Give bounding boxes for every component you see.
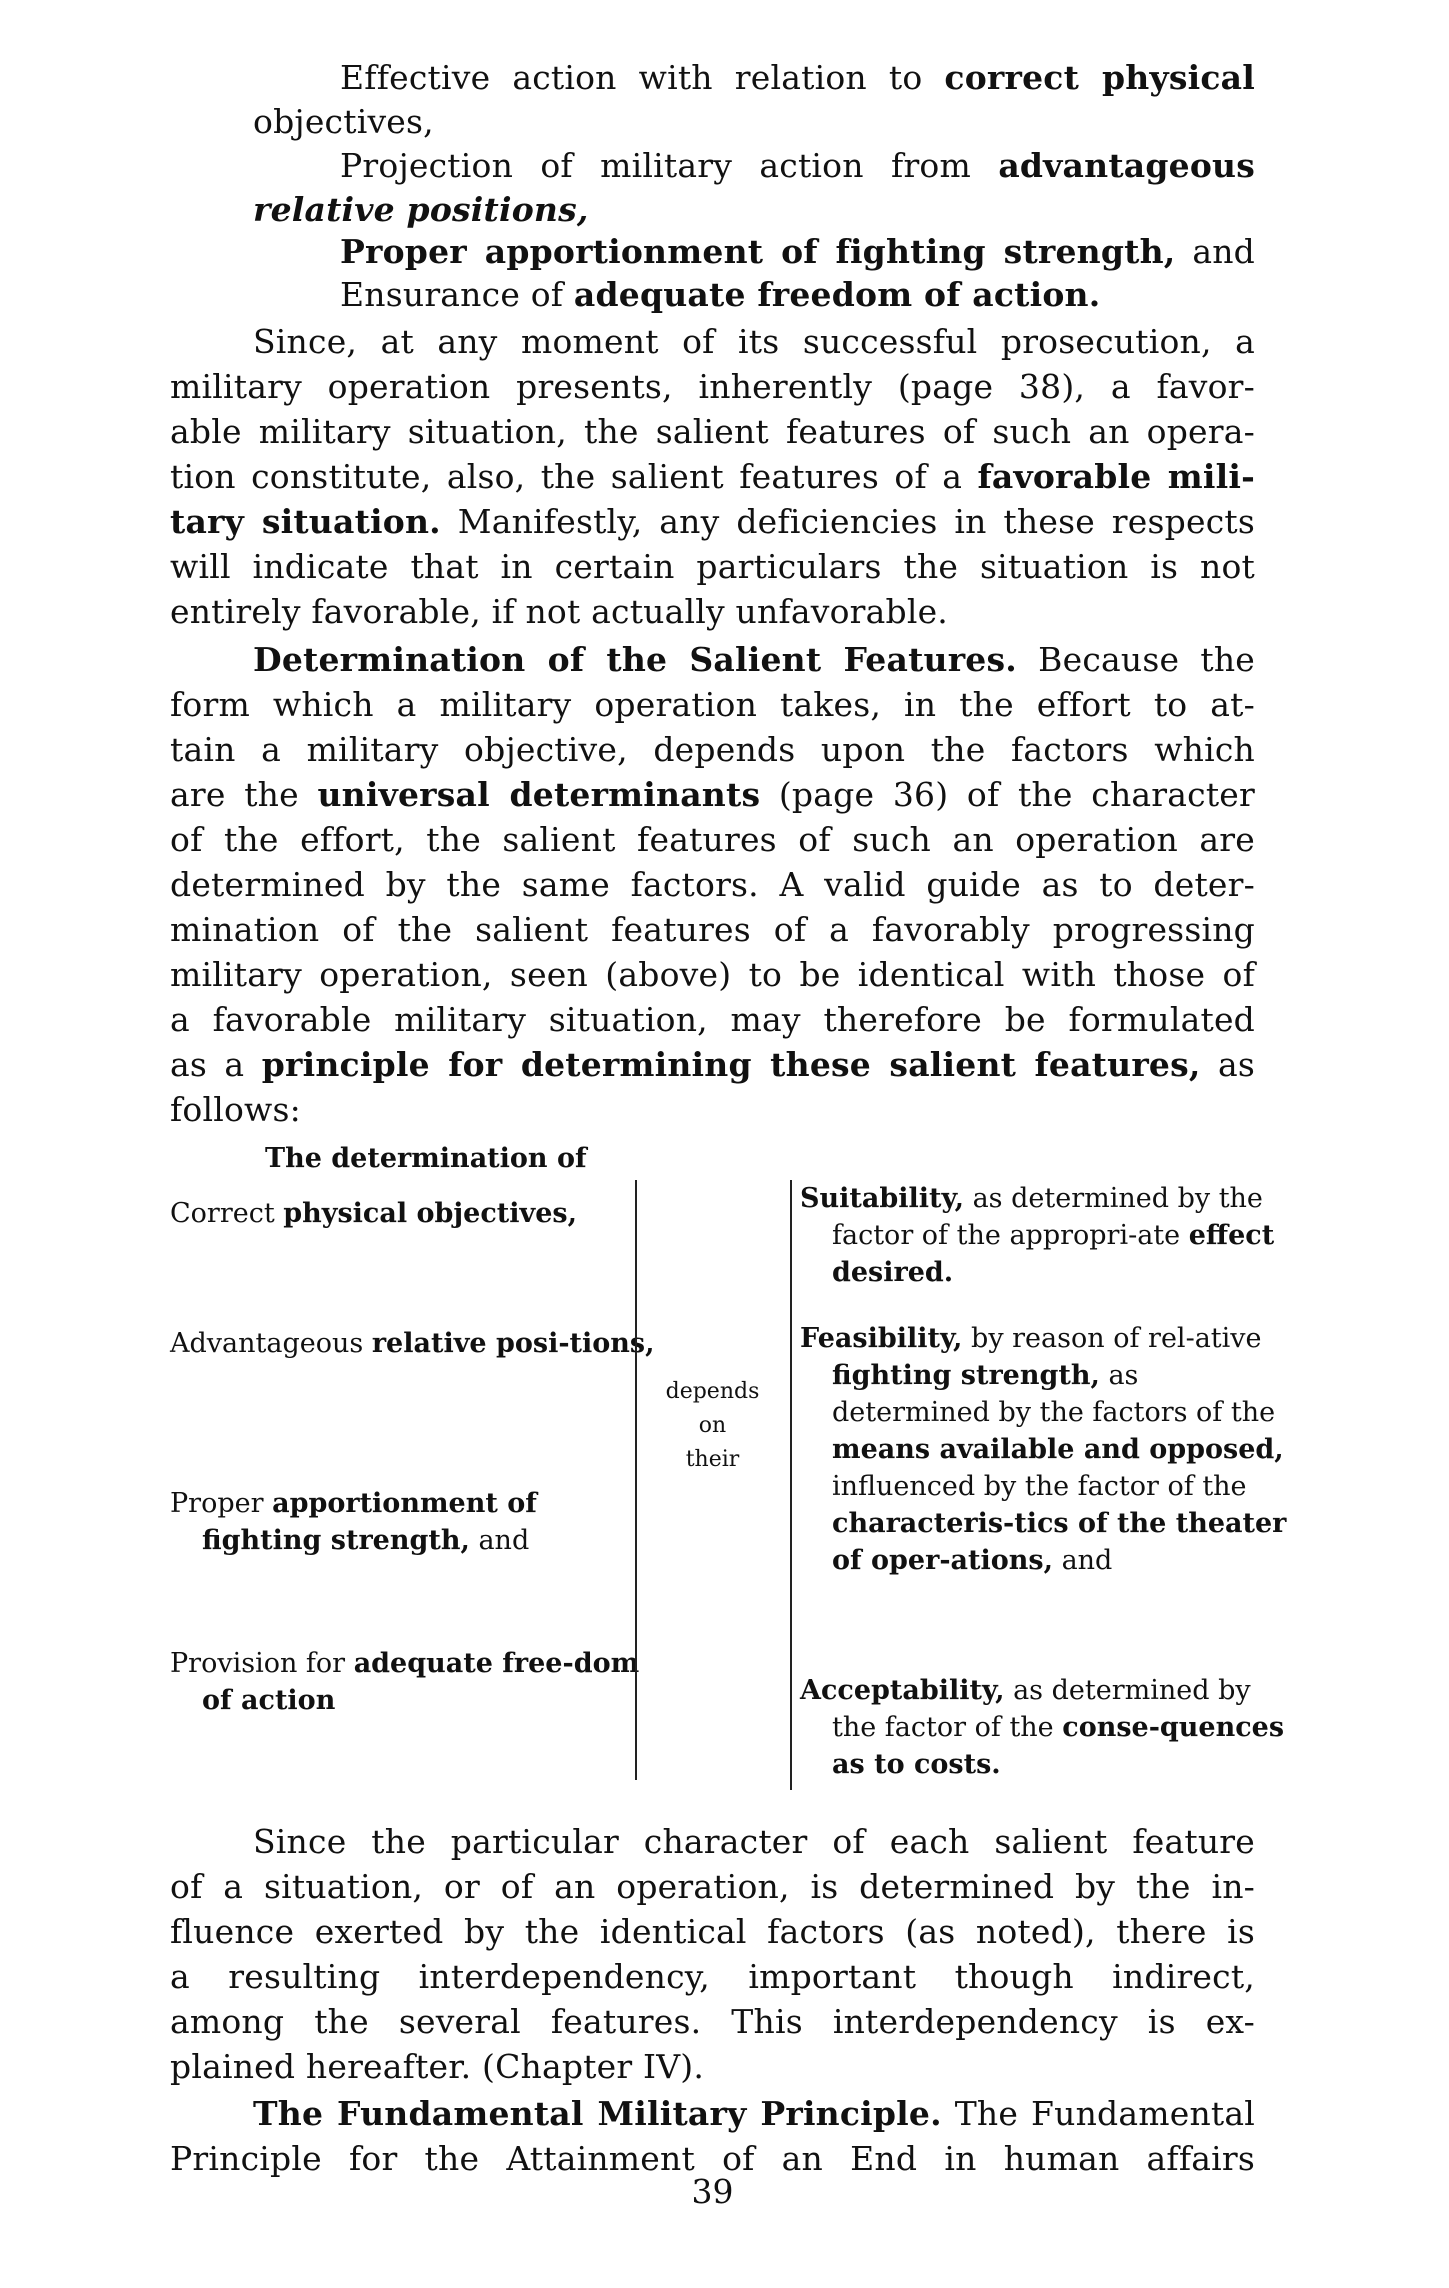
text: Projection of military action from	[340, 146, 999, 185]
bold-term: means available and opposed,	[832, 1434, 1284, 1465]
bold-term: adequate freedom of action.	[573, 275, 1101, 314]
para3-line: Since the particular character of each salient feature	[253, 1822, 1255, 1861]
text: are the	[170, 775, 318, 814]
diagram-header: The determination of	[265, 1143, 587, 1174]
para1-line: will indicate that in certain particulars the situation is not	[170, 547, 1255, 586]
text: as determined by the factor of the	[832, 1675, 1251, 1743]
diagram-left-item	[170, 1485, 662, 1559]
para2-line	[253, 638, 1255, 682]
bold-term: effect desired.	[832, 1220, 1275, 1288]
bold-term: Feasibility,	[800, 1323, 963, 1354]
bold-term: tary situation.	[170, 502, 441, 541]
para1-line: Since, at any moment of its successful prosecution, a	[253, 322, 1255, 361]
bold-term: Suitability,	[800, 1183, 964, 1214]
diagram-right-item	[800, 1320, 1287, 1579]
para3-line: among the several features. This interdependency is ex-	[170, 2002, 1255, 2041]
connector-word: depends	[665, 1379, 760, 1404]
bold-term: universal determinants	[317, 775, 761, 814]
list-item-4	[340, 273, 1255, 317]
text: Correct	[170, 1198, 284, 1229]
para2-line: form which a military operation takes, in the effort to at-	[170, 685, 1255, 724]
para2-line: tain a military objective, depends upon the factors which	[170, 730, 1255, 769]
text: Because the	[1016, 640, 1256, 679]
text: and	[1175, 232, 1255, 271]
text: Advantageous	[170, 1328, 372, 1359]
para2-line: military operation, seen (above) to be identical with those of	[170, 955, 1255, 994]
para2-line: of the effort, the salient features of such an operation are	[170, 820, 1255, 859]
text: by reason of rel-ative	[962, 1323, 1262, 1354]
text: influenced by the factor of the	[832, 1471, 1247, 1502]
bold-term: advantageous	[998, 146, 1255, 185]
right-brace-icon	[635, 1180, 637, 1780]
page-number: 39	[691, 2172, 734, 2211]
text: and	[469, 1525, 530, 1556]
para2-line: mination of the salient features of a favorably progressing	[170, 910, 1255, 949]
para2-line: follows:	[170, 1090, 301, 1129]
text: (page 36) of the character	[760, 775, 1255, 814]
bold-term: Proper apportionment of fighting strength,	[340, 232, 1176, 271]
bold-term: fighting strength,	[832, 1360, 1100, 1391]
para3-line: a resulting interdependency, important though indirect,	[170, 1957, 1255, 1996]
principle-diagram	[170, 1140, 1287, 1780]
bold-term: physical objectives,	[283, 1198, 577, 1229]
text: Manifestly, any deficiencies in these respects	[440, 502, 1255, 541]
text: as a	[170, 1045, 262, 1084]
diagram-left-item	[170, 1325, 662, 1362]
para1-line: entirely favorable, if not actually unfavorable.	[170, 592, 948, 631]
connector-word: their	[685, 1447, 740, 1472]
bold-term: characteris-tics of the theater of oper-ations,	[832, 1508, 1287, 1576]
text: as determined by the factor of the appropri-ate	[832, 1183, 1263, 1251]
para2-line	[170, 773, 1255, 817]
list-item-1-cont: objectives,	[253, 102, 434, 141]
text: The Fundamental	[941, 2094, 1255, 2133]
diagram-left-item	[170, 1195, 630, 1232]
connector-word: on	[698, 1413, 727, 1438]
para4-line: Principle for the Attainment of an End in human affairs	[170, 2139, 1255, 2178]
list-item-2-cont	[253, 188, 1255, 232]
diagram-right-item	[800, 1180, 1287, 1291]
text: and	[1052, 1545, 1113, 1576]
para1-line	[170, 455, 1255, 499]
left-brace-icon	[790, 1180, 792, 1790]
para2-line	[170, 1043, 1255, 1087]
text: as determined by the factors of the	[832, 1360, 1276, 1428]
list-item-1	[340, 56, 1255, 100]
para3-line: fluence exerted by the identical factors (as noted), there is	[170, 1912, 1255, 1951]
text: Effective action with relation to	[340, 58, 945, 97]
bold-term: Acceptability,	[800, 1675, 1005, 1706]
bold-term: principle for determining these salient features,	[261, 1045, 1201, 1084]
para2-line: determined by the same factors. A valid guide as to deter-	[170, 865, 1255, 904]
section-heading: Determination of the Salient Features.	[253, 640, 1017, 679]
text: Proper	[170, 1488, 273, 1519]
connector-text	[640, 1375, 785, 1477]
para1-line: military operation presents, inherently (page 38), a favor-	[170, 367, 1255, 406]
diagram-left-item	[170, 1645, 662, 1719]
bold-term: relative positions,	[253, 190, 589, 229]
bold-term: conse-quences as to costs.	[832, 1712, 1285, 1780]
section-heading: The Fundamental Military Principle.	[253, 2094, 942, 2133]
list-item-3	[340, 230, 1255, 274]
text: Ensurance of	[340, 275, 574, 314]
bold-term: favorable mili-	[977, 457, 1255, 496]
bold-term: correct physical	[944, 58, 1255, 97]
para3-line: plained hereafter. (Chapter IV).	[170, 2047, 705, 2086]
para4-line	[253, 2092, 1255, 2136]
para1-line	[170, 500, 1255, 544]
text: as	[1200, 1045, 1256, 1084]
text: Provision for	[170, 1648, 354, 1679]
para2-line: a favorable military situation, may therefore be formulated	[170, 1000, 1255, 1039]
para1-line: able military situation, the salient features of such an opera-	[170, 412, 1255, 451]
bold-term: relative posi-tions,	[371, 1328, 655, 1359]
text: tion constitute, also, the salient features of a	[170, 457, 978, 496]
para3-line: of a situation, or of an operation, is determined by the in-	[170, 1867, 1255, 1906]
bold-term: apportionment of fighting strength,	[202, 1488, 537, 1556]
bold-term: adequate free-dom of action	[202, 1648, 640, 1716]
diagram-right-item	[800, 1672, 1287, 1783]
list-item-2	[340, 144, 1255, 188]
